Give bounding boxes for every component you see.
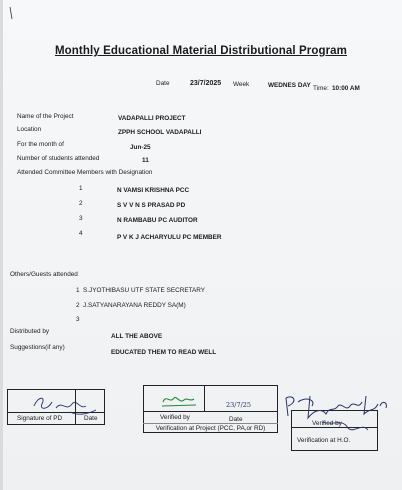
committee-label: Attended Committee Members with Designation bbox=[17, 169, 153, 176]
week-value: WEDNES DAY bbox=[268, 82, 311, 89]
suggestions-value: EDUCATED THEM TO READ WELL bbox=[111, 349, 217, 356]
project-verification-label: Verification at Project (PCC, PA,or RD) bbox=[155, 425, 266, 432]
others-label: Others/Guests attended bbox=[10, 271, 78, 278]
committee-num: 3 bbox=[79, 215, 83, 222]
date-label: Date bbox=[156, 80, 170, 87]
time-label: Time: bbox=[313, 85, 329, 92]
pd-signature-label: Signature of PD bbox=[17, 415, 63, 422]
ho-verification-label: Verification at H.O. bbox=[297, 437, 351, 444]
project-label: Name of the Project bbox=[17, 113, 74, 120]
document-title: Monthly Educational Material Distributional Program bbox=[55, 45, 347, 57]
committee-num: 1 bbox=[79, 185, 83, 192]
guest-name: J.SATYANARAYANA REDDY SA(M) bbox=[83, 302, 186, 309]
distributed-value: ALL THE ABOVE bbox=[111, 333, 163, 340]
box-divider bbox=[143, 423, 278, 424]
ho-signature-icon bbox=[282, 392, 394, 440]
verified-by-ho-label: Verified by bbox=[312, 420, 342, 427]
green-signature-icon bbox=[160, 390, 200, 408]
guest-num: 2 bbox=[76, 302, 80, 309]
students-label: Number of students attended bbox=[17, 155, 100, 162]
verified-date-value: 23/7/25 bbox=[226, 401, 252, 409]
box-divider bbox=[204, 385, 205, 411]
guest-num: 1 bbox=[76, 287, 80, 294]
page-edge bbox=[0, 0, 3, 490]
location-value: ZPPH SCHOOL VADAPALLI bbox=[118, 129, 202, 136]
committee-member: N VAMSI KRISHNA PCC bbox=[117, 187, 190, 194]
students-value: 11 bbox=[142, 157, 149, 164]
distributed-label: Distributed by bbox=[10, 328, 50, 335]
time-value: 10:00 AM bbox=[332, 85, 360, 92]
month-label: For the month of bbox=[17, 141, 64, 148]
pd-date-label: Date bbox=[84, 415, 98, 422]
location-label: Location bbox=[17, 126, 42, 133]
suggestions-label: Suggestions(if any) bbox=[10, 344, 65, 351]
month-value: Jun-25 bbox=[130, 144, 151, 151]
box-divider bbox=[143, 411, 278, 412]
committee-member: P V K J ACHARYULU PC MEMBER bbox=[117, 234, 222, 241]
guest-num: 3 bbox=[76, 316, 80, 323]
pd-signature-icon bbox=[30, 392, 100, 418]
committee-num: 4 bbox=[79, 230, 83, 237]
week-label: Week bbox=[233, 81, 250, 88]
verified-date-label: Date bbox=[229, 416, 243, 423]
committee-member: S V V N S PRASAD PD bbox=[117, 202, 186, 209]
committee-num: 2 bbox=[79, 200, 83, 207]
guest-name: S.JYOTHIBASU UTF STATE SECRETARY bbox=[83, 287, 206, 294]
committee-member: N RAMBABU PC AUDITOR bbox=[117, 217, 198, 224]
project-value: VADAPALLI PROJECT bbox=[118, 115, 186, 122]
verified-by-label: Verified by bbox=[160, 414, 190, 421]
corner-mark bbox=[8, 6, 14, 20]
date-value: 23/7/2025 bbox=[190, 80, 222, 87]
